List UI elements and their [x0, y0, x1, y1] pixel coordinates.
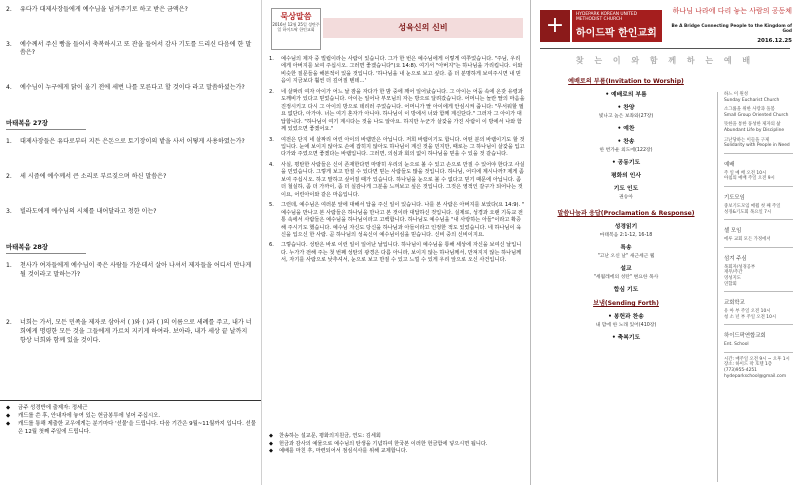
devotion-badge: 묵상말씀 2016년 12월 25일 성탄주일 하이드팍 한인교회 [271, 8, 321, 50]
order-item-detail: "고난 오신 날" 새근세근 웹 [597, 254, 655, 259]
tagline-english: Be A Bridge Connecting People to the Kingdom of God [671, 24, 792, 35]
sidebar-heading: 하이드팍연합교회 [724, 333, 766, 340]
devotion-paragraph [269, 242, 525, 264]
sidebar-line: 시간: 매주일 오전 9시 ~ 오후 1시 [724, 356, 790, 362]
order-item-detail: "세월레에의 성탄" 변요한 목사 [593, 275, 659, 280]
order-item: • 예배로의 부름 [605, 92, 647, 98]
church-cross-logo-icon: + [540, 10, 570, 42]
sidebar-line: 성경&기도회 목요일 7시 [724, 209, 772, 215]
order-item: • 봉헌과 찬송 [608, 314, 644, 320]
question-number: 1. [6, 262, 12, 270]
paragraph-number: 1. [269, 56, 274, 62]
order-item: 기도 인도 [613, 186, 639, 192]
question-item [6, 173, 253, 182]
paragraph-text: 여전은 단지 네 살짜리 어린 아이의 바램만은 아닙니다. 저희 바램이기도 합니다. 어떤 분의 바램이기도 할 것입니다. 눈에 보이지 않아도 손에 잡히지 않아도 하나님이 계신 것을 민지만, 때로는 그 하나님이 살갗을 입고 다가와 주었으면 좋겠다는 바램입니다. 그러면, 의심과 회의 없이 하나님을 믿을 수 있을 것 같습니다. [281, 136, 525, 158]
sidebar-line: 재무/주간 [724, 270, 743, 276]
sidebar-heading: 셀 모임 [724, 228, 742, 235]
devotion-panel [263, 0, 531, 485]
question-item [6, 319, 253, 345]
sidebar-line: hydeparkschool@gmail.com [724, 373, 787, 379]
paragraph-text: 네 살짜리 여자 아이가 어느 날 잠을 자다가 한 밤 중에 깨어 일어났습니다. 그 아이는 어둠 속에 온갖 유령과 도깨비가 있다고 믿었습니다. 아이는 일어나 부모님의 자는 방으로 달려갔습니다. 어머니는 놀란 딸의 마음을 진정시키고 다시 그 아이의 방으로 데리러 주었습니다. 어머니가 딸 아이에게 안심시켜 줍니다: "무서워할 필요 없단다, 아가야. 너는 여기 혼자가 아니야. 하나님이 이 방에서 너와 함께 계신단다." 그러자 그 아이가 대답합니다. "하나님이 여기 계시다는 것을 나도 알아요. 하지만 누군가 살갗을 가진 사람이 이 방에서 나와 함께 있었으면 좋겠어요." [281, 88, 525, 133]
sidebar-line: 유 아 부 주일 오전 10시 [724, 309, 771, 315]
question-number: 3. [6, 40, 12, 48]
devotion-body [269, 56, 525, 268]
order-section-title: 말씀나눔과 응답(Proclamation & Response) [557, 210, 695, 217]
note-item [6, 413, 256, 420]
devotion-paragraph [269, 56, 525, 86]
order-item: 설교 [620, 266, 632, 272]
question-item [6, 138, 253, 147]
worship-order [540, 76, 712, 342]
divider [724, 219, 793, 220]
note-item [269, 433, 525, 441]
diamond-bullet-icon: ◆ [6, 413, 11, 420]
devotion-notes [269, 433, 525, 456]
paragraph-number: 2. [269, 88, 274, 95]
question-item [6, 208, 253, 217]
note-text: 헌금과 감사의 예물으로 예수님의 탄생을 기념하여 한국본 이러한 헌금함에 넣으시면 됩니다. [279, 440, 488, 447]
sidebar-heading: 기도모임 [724, 194, 745, 201]
questions-panel [0, 0, 262, 485]
diamond-bullet-icon: ◆ [269, 440, 273, 447]
sidebar-line: 목회자/성경공부 [724, 264, 756, 270]
sidebar-line: 주 일 예 배 오전 10시 [724, 170, 767, 176]
bulletin-date: 2016.12.25 [757, 38, 792, 44]
sidebar-heading: 섬겨 주심 [724, 255, 747, 262]
diamond-bullet-icon: ◆ [269, 433, 273, 439]
note-item [6, 421, 256, 435]
church-english-name: HYDEPARK KOREAN UNITED METHODIST CHURCH [576, 12, 638, 22]
question-text: 예수께서 주신 빵을 들어서 축복하시고 또 잔을 들어서 감사 기도를 드리신 다음에 한 말씀은? [20, 40, 252, 57]
divider [724, 291, 793, 292]
section-title-28: 마태복음 28장 [6, 242, 86, 254]
order-item: 특송 [620, 245, 632, 251]
order-item: • 찬양 [617, 105, 635, 111]
question-number: 2. [6, 319, 12, 327]
paragraph-text: 그런데, 예수님은 여러분 앞에 대해서 답을 주신 일이 있습니다. 나를 본 사람은 아버지를 보았다(요 14:9). " 예수님을 만나고 본 사람들은 하나님을 만나고 본 것이라 대답하신 것입니다. 실제로, 성경과 오랜 기독교 전통 속에서 사람들은 예수님을 하나님이라고 고백합니다. 하나님도 예수님을 "내 사랑하는 아들"이라고 확증해 주시기도 했습니다. 예수님 자신도 당신을 하나님과 아들이라고 인정한 적도 있었습니다. 네 하나님이 육신을 입으신 한 사람. 곧 하나님의 성육신이 예수님이심을 믿습니다. 신비 중의 신비이지요. [281, 202, 525, 238]
sidebar-line: Sunday Eucharist Church [724, 97, 780, 103]
divider [724, 186, 793, 187]
sidebar-line: 에루 교회 모든 가정에서 [724, 237, 771, 243]
bulletin-cover [532, 0, 797, 485]
order-item-detail: 권승아 [619, 195, 633, 200]
devotion-paragraph [269, 137, 525, 159]
divider [724, 352, 793, 353]
tagline-korean: 하나님 나라에 다리 놓는 사람의 공동체 [672, 7, 792, 15]
church-info-sidebar [717, 92, 793, 482]
question-number: 2. [6, 172, 12, 180]
sidebar-line: 중보기도모임 매월 첫 째 주일 [724, 203, 781, 209]
sidebar-line: 영성지도 [724, 275, 741, 281]
order-item: • 축복기도 [611, 335, 641, 341]
question-text: 세 시즘에 예수께서 큰 소리로 부르짖으며 하신 말씀은? [20, 172, 167, 180]
question-item [6, 262, 253, 279]
question-item [6, 6, 253, 15]
sidebar-line: 뜻한을 통한 풍성한 제자의 삶 [724, 122, 781, 128]
question-text: 빌라도에게 예수님의 시체를 내어달라고 청한 이는? [20, 207, 157, 215]
order-section-title: 보냄(Sending Forth) [593, 300, 659, 307]
sidebar-line: 소그룹을 위한 사랑과 돌봄 [724, 107, 775, 113]
devotion-title: 성육신의 신비 [323, 18, 523, 38]
sidebar-line: 연합회 [724, 281, 737, 287]
sidebar-line: 고난당하는 이들을 구제 [724, 137, 770, 143]
order-item-detail: 내 맘에 한 노래 있어(410장) [595, 323, 657, 328]
order-item: 합심 기도 [613, 287, 639, 293]
sidebar-line: 하느 이 원성 [724, 92, 748, 97]
sidebar-line: Small Group Oriented Church [724, 112, 789, 118]
diamond-bullet-icon: ◆ [269, 448, 273, 455]
note-text: 찬송하는 설교문, 평화의지원금, 연도: 김세회 [279, 433, 381, 439]
divider [724, 324, 793, 325]
order-item: • 찬송 [617, 139, 635, 145]
order-item: 성경읽기 [614, 224, 638, 230]
sidebar-line: (773)955-4251 [724, 368, 757, 374]
question-item [6, 84, 253, 93]
devotion-paragraph [269, 89, 525, 134]
question-text: 대제사장들은 유다로부터 지든 은돈으로 토기장이의 밭을 사서 어떻게 사용하였는가? [20, 138, 245, 146]
paragraph-text: 사실, 평탄한 사람들은 신이 존재한다면 마땅히 우리의 눈으로 볼 수 있고 손으로 만질 수 있어야 한다고 사실을 민었습니다. 그렇게 보고 만질 수 있다면 믿는 사람들도 많을 것입니다. 하나님, 어디에 계시나까? 제게 좀 보여 주십시오. 하고 말하고 싶어질 때가 있습니다. 하나님을 눈으로 볼 수 없다고 믿기 때문에 아닙니다. 좀 더 철실하, 좀 더 가까이, 좀 더 실감나게 그분을 느껴보고 싶은 것입니다. 그것은 영적인 갈구가 되어나는 것이요, 어린아이와 같은 마음입니다. [281, 161, 525, 198]
order-item: 평화의 인사 [610, 173, 642, 179]
sidebar-heading: 교회학교 [724, 300, 745, 307]
order-item: • 공동기도 [611, 160, 641, 166]
note-text: 캐드를 쓴 후, 안내자에 놓여 있는 헌금봉투에 넣어 주십시오. [18, 413, 161, 420]
order-section-title: 예배로의 부름(Invitation to Worship) [568, 78, 684, 85]
sidebar-line: 아침의 예배 주일 오전 9시 [724, 176, 775, 182]
question-text: 예수님이 누구에게 닭이 울기 전에 세번 나를 모른다고 할 것이다 라고 말씀하셨는가? [20, 83, 245, 91]
sidebar-heading: 예배 [724, 161, 735, 168]
question-number: 1. [6, 138, 12, 146]
question-text: 유다가 대제사장들에게 예수님을 넘겨주기로 하고 받은 금액은? [20, 6, 188, 13]
question-text: 천사가 여자들에게 예수님이 죽은 사람들 가운데서 살아 나셔서 제자들을 어디서 만나게 될 것이라고 말하는가? [20, 262, 252, 278]
paragraph-text: 예수님의 제자 중 빌립이라는 사람이 있습니다. 그가 한 번은 예수님에게 이렇게 여쭈었습니다. "주님, 우리에게 아버지를 보여 주십시오. 그러면 좋겠습니다"(요 14:8). 여기서 "아버지"는 하나님을 가리킵니다. 이와 비슷한 질문들을 해본적이 있을 것입니다. '하나님을 내 눈으로 보고 싶다. 좀 더 분명하게 보여주시면 내 믿음이 지금보다 훨씬 더 깊어질 텐데…' [281, 56, 523, 85]
note-item [269, 448, 525, 456]
question-text: 너희는 가서, 모든 민족을 제자로 삼아서 ( )와 ( )과 ( )의 이름으로 세례를 주고, 내가 너희에게 명령한 모든 것을 그들에게 가르치 지키게 하여라. 보아라, 내가 세상 끝 날까지 항상 너희와 함께 있을 것이다. [20, 319, 252, 344]
question-number: 3. [6, 207, 12, 215]
divider [724, 153, 793, 154]
paragraph-number: 5. [269, 202, 274, 209]
note-text: 예배를 마친 후, 마련되어서 점심식사를 위해 교제합니다. [279, 448, 408, 455]
paragraph-text: 그렇습니다. 성탄은 바로 이런 일이 일어난 날입니다. 하나님이 예수님을 통해 세상에 자신을 보여신 날입니다. 누가가 전해 주는 첫 번째 성탄의 광경은 다름 아니라, 보이지 않는 하나님께서, 만져지지 않는 하나님께서, 자기를 사람으로 낮추셔서, 눈으로 보고 만질 수 있고 느낄 수 있게 우리 앞으로 오신 사건입니다. [281, 242, 522, 264]
question-item [6, 41, 253, 58]
worship-title: 찾 는 이 와 함 께 하 는 예 배 [575, 56, 755, 65]
devotion-paragraph [269, 162, 525, 199]
section-title-27: 마태복음 27장 [6, 118, 86, 130]
question-number: 4. [6, 83, 12, 91]
devotion-paragraph [269, 202, 525, 239]
paragraph-number: 6. [269, 242, 274, 249]
note-item [6, 405, 256, 412]
order-item-detail: 마태복음 2:1-12, 16-18 [599, 233, 653, 238]
sidebar-line: 장소: 하이드 팍 호텔 1층 [724, 362, 773, 368]
paragraph-number: 3. [269, 136, 274, 143]
note-text: 캐드를 통해 제출한 교우에게는 분기마다 '선물'을 드립니다. 다음 기간은 9월~11월까지 입니다. 선물은 12월 첫째 주일에 드립니다. [18, 421, 256, 435]
sidebar-line: 청 소 년 부 주일 오전 10시 [724, 314, 777, 320]
header-divider [540, 48, 790, 49]
notes-box [0, 400, 262, 441]
diamond-bullet-icon: ◆ [6, 405, 11, 411]
paragraph-number: 4. [269, 161, 274, 168]
order-item-detail: 빛나고 높은 보좌와(27장) [598, 114, 654, 119]
divider [724, 247, 793, 248]
church-korean-name: 하이드팍 한인교회 [576, 28, 657, 39]
order-item: • 예찬 [617, 126, 635, 132]
sidebar-line: Solidarity with People in Need [724, 143, 790, 149]
order-item-detail: 한 번가운 외도에(122장) [599, 148, 653, 153]
note-text: 금주 성경반에 출제자: 정세근 [18, 405, 88, 411]
sidebar-line: Ent. School [724, 342, 749, 348]
sidebar-line: Abundant Life by Discipline [724, 127, 785, 133]
diamond-bullet-icon: ◆ [6, 421, 11, 428]
question-number: 2. [6, 6, 12, 13]
